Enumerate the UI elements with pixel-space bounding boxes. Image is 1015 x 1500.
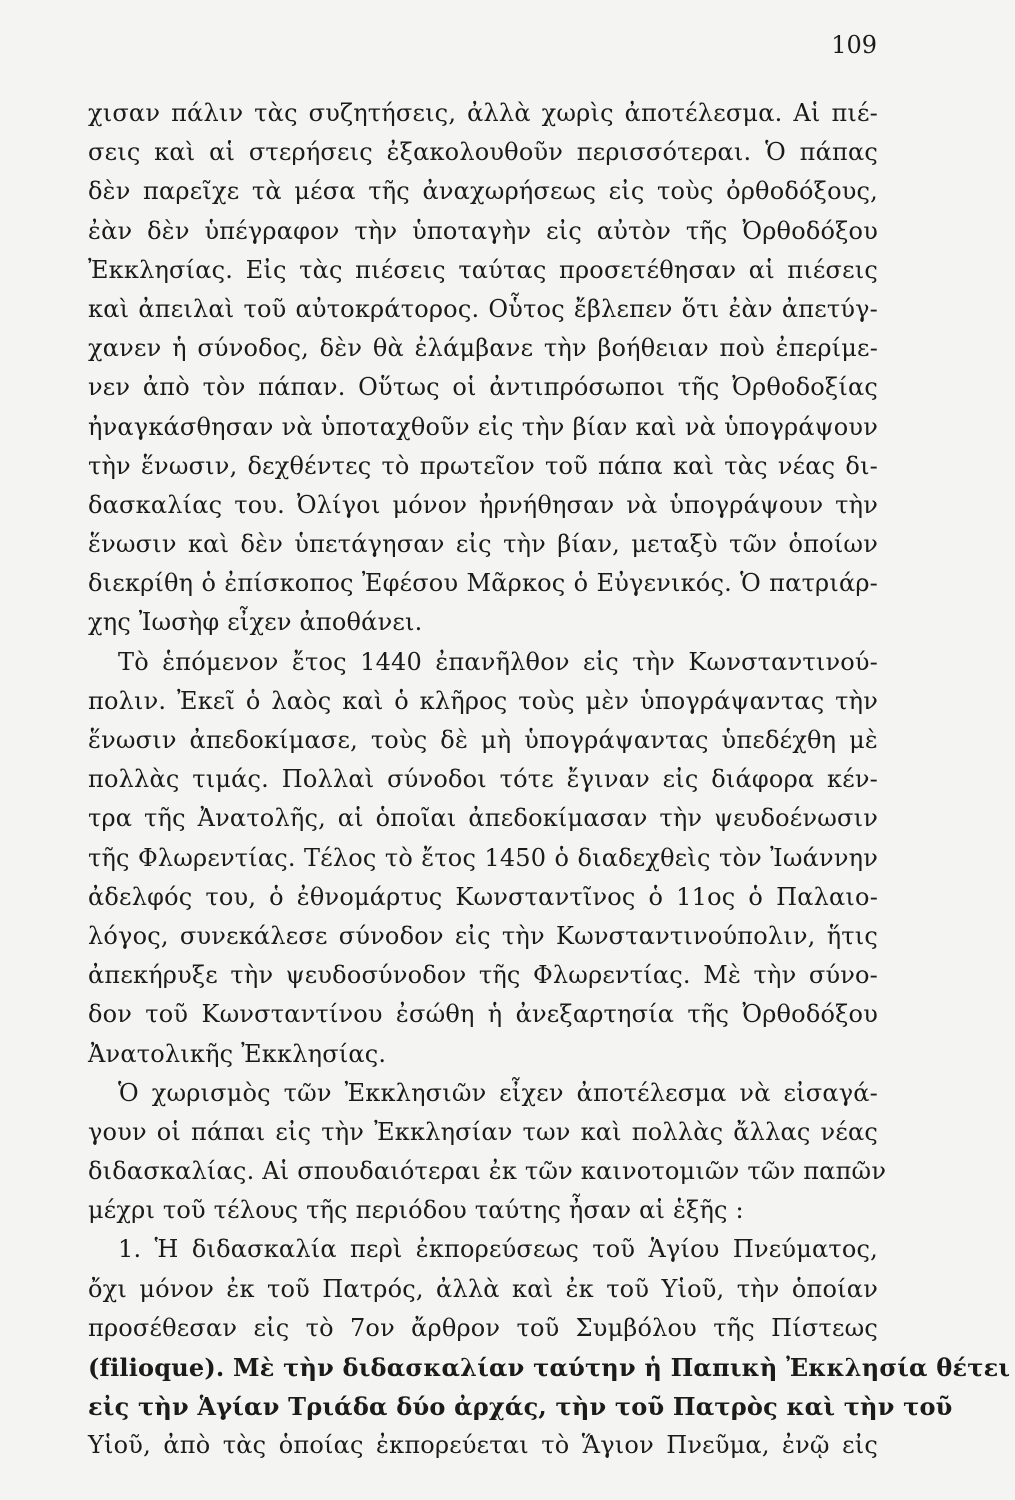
text-line: Ἐκκλησίας. Εἰς τὰς πιέσεις ταύτας προσετέθησαν αἱ πιέσεις [88,255,878,284]
body-text [88,94,1011,1466]
text-line: Ὁ χωρισμὸς τῶν Ἐκκλησιῶν εἶχεν ἀποτέλεσμα νὰ εἰσαγά- [118,1078,878,1107]
text-line: χης Ἰωσὴφ εἶχεν ἀποθάνει. [88,608,423,637]
text-line: σεις καὶ αἱ στερήσεις ἐξακολουθοῦν περισσότεραι. Ὁ πάπας [88,138,878,167]
text-line: ἕνωσιν καὶ δὲν ὑπετάγησαν εἰς τὴν βίαν, μεταξὺ τῶν ὁποίων [88,530,878,559]
text-line: διδασκαλίας. Αἱ σπουδαιότεραι ἐκ τῶν καινοτομιῶν τῶν παπῶν [88,1157,887,1186]
text-line: χανεν ἡ σύνοδος, δὲν θὰ ἐλάμβανε τὴν βοήθειαν ποὺ ἐπερίμε- [88,334,878,363]
text-line: χισαν πάλιν τὰς συζητήσεις, ἀλλὰ χωρὶς ἀποτέλεσμα. Αἱ πιέ- [88,99,878,127]
text-line: καὶ ἀπειλαὶ τοῦ αὐτοκράτορος. Οὗτος ἔβλεπεν ὅτι ἐὰν ἀπετύγ- [88,294,878,323]
page-number: 109 [831,31,877,59]
text-line: λόγος, συνεκάλεσε σύνοδον εἰς τὴν Κωνσταντινούπολιν, ἥτις [88,921,878,950]
text-line: ἀπεκήρυξε τὴν ψευδοσύνοδον τῆς Φλωρεντίας. Μὲ τὴν σύνο- [88,961,878,990]
text-line: Τὸ ἑπόμενον ἔτος 1440 ἐπανῆλθον εἰς τὴν Κωνσταντινού- [118,647,878,676]
text-line: πολλὰς τιμάς. Πολλαὶ σύνοδοι τότε ἔγιναν εἰς διάφορα κέν- [88,765,878,794]
text-line: δον τοῦ Κωνσταντίνου ἐσώθη ἡ ἀνεξαρτησία τῆς Ὀρθοδόξου [88,1000,878,1029]
text-line: τρα τῆς Ἀνατολῆς, αἱ ὁποῖαι ἀπεδοκίμασαν τὴν ψευδοένωσιν [88,804,878,833]
text-line: διεκρίθη ὁ ἐπίσκοπος Ἐφέσου Μᾶρκος ὁ Εὐγενικός. Ὁ πατριάρ- [88,569,878,598]
text-line: Υἱοῦ, ἀπὸ τὰς ὁποίας ἐκπορεύεται τὸ Ἅγιον Πνεῦμα, ἐνῷ εἰς [88,1431,878,1460]
text-line: ἕνωσιν ἀπεδοκίμασε, τοὺς δὲ μὴ ὑπογράψαντας ὑπεδέχθη μὲ [88,726,878,754]
text-line: εἰς τὴν Ἁγίαν Τριάδα δύο ἀρχάς, τὴν τοῦ Πατρὸς καὶ τὴν τοῦ [88,1392,953,1422]
text-line: δὲν παρεῖχε τὰ μέσα τῆς ἀναχωρήσεως εἰς τοὺς ὀρθοδόξους, [88,177,878,206]
text-line: ἐὰν δὲν ὑπέγραφον τὴν ὑποταγὴν εἰς αὐτὸν τῆς Ὀρθοδόξου [88,216,878,245]
text-line: γουν οἱ πάπαι εἰς τὴν Ἐκκλησίαν των καὶ πολλὰς ἄλλας νέας [88,1117,878,1146]
text-line: δασκαλίας του. Ὀλίγοι μόνον ἠρνήθησαν νὰ ὑπογράψουν τὴν [88,490,878,519]
text-line: τὴν ἕνωσιν, δεχθέντες τὸ πρωτεῖον τοῦ πάπα καὶ τὰς νέας δι- [88,451,878,480]
text-line: πολιν. Ἐκεῖ ὁ λαὸς καὶ ὁ κλῆρος τοὺς μὲν ὑπογράψαντας τὴν [88,686,878,715]
text-line: 1. Ἡ διδασκαλία περὶ ἐκπορεύσεως τοῦ Ἁγίου Πνεύματος, [118,1235,878,1264]
text-line: ὄχι μόνον ἐκ τοῦ Πατρός, ἀλλὰ καὶ ἐκ τοῦ Υἱοῦ, τὴν ὁποίαν [88,1274,878,1303]
text-line: ἠναγκάσθησαν νὰ ὑποταχθοῦν εἰς τὴν βίαν καὶ νὰ ὑπογράψουν [88,412,878,441]
text-line: (filioque). Μὲ τὴν διδασκαλίαν ταύτην ἡ Παπικὴ Ἐκκλησία θέτει [88,1353,1011,1382]
text-line: προσέθεσαν εἰς τὸ 7ον ἄρθρον τοῦ Συμβόλου τῆς Πίστεως [88,1313,878,1342]
text-line: νεν ἀπὸ τὸν πάπαν. Οὕτως οἱ ἀντιπρόσωποι τῆς Ὀρθοδοξίας [88,373,878,402]
text-line: ἀδελφός του, ὁ ἐθνομάρτυς Κωνσταντῖνος ὁ 11ος ὁ Παλαιο- [88,882,878,911]
text-line: τῆς Φλωρεντίας. Τέλος τὸ ἔτος 1450 ὁ διαδεχθεὶς τὸν Ἰωάννην [88,843,878,872]
text-line: μέχρι τοῦ τέλους τῆς περιόδου ταύτης ἦσαν αἱ ἑξῆς : [88,1196,744,1225]
text-line: Ἀνατολικῆς Ἐκκλησίας. [88,1039,387,1068]
